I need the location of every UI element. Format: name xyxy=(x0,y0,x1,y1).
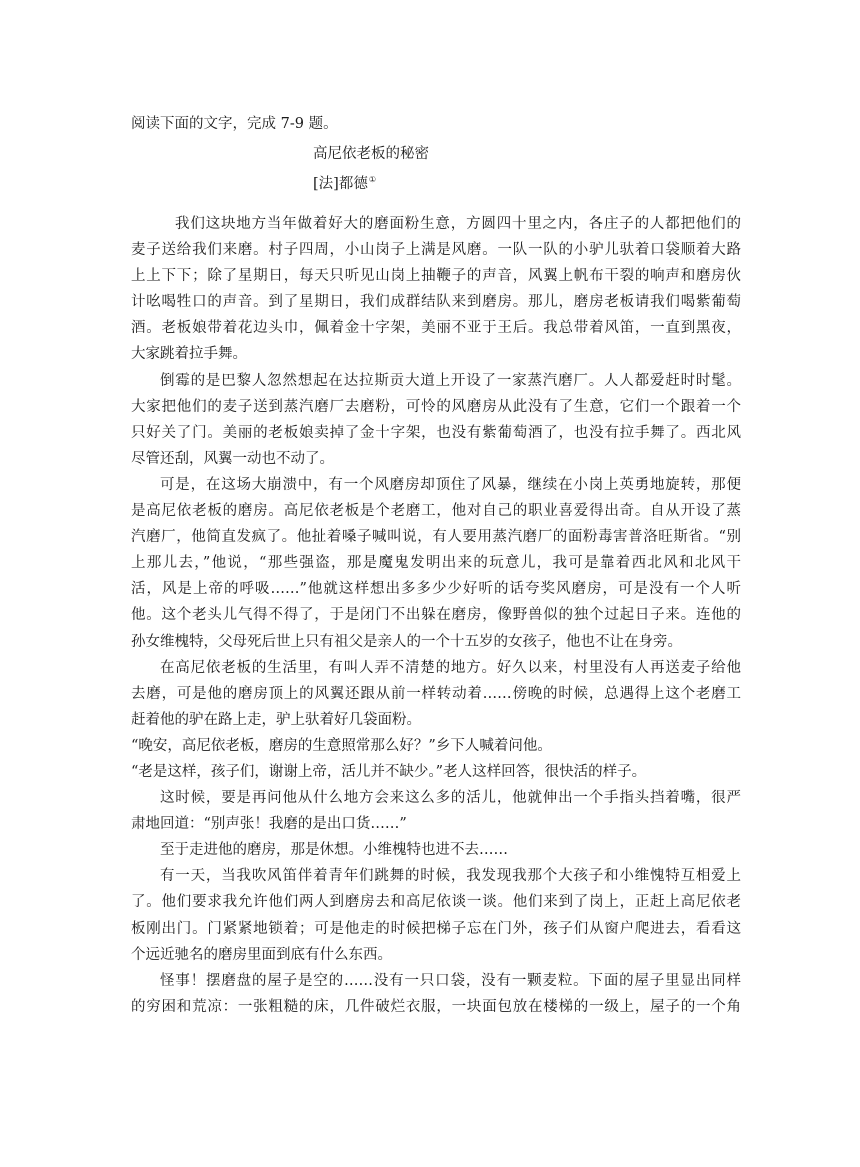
text-line: 上上下下；除了星期日，每天只听见山岗上抽鞭子的声音，风翼上帆布干裂的响声和磨房伙 xyxy=(131,268,741,285)
text-line: 他。这个老头儿气得不得了，于是闭门不出躲在磨房，像野兽似的独个过起日子来。连他的 xyxy=(131,607,741,624)
text-line: 大家跳着拉手舞。 xyxy=(131,346,247,363)
article-title: 高尼依老板的秘密 xyxy=(313,146,429,162)
text-line: “晚安，高尼依老板，磨房的生意照常那么好？”乡下人喊着问他。 xyxy=(131,737,552,754)
text-line: 怪事！摆磨盘的屋子是空的……没有一只口袋，没有一颗麦粒。下面的屋子里显出同样 xyxy=(160,972,741,989)
text-line: 上那儿去，”他说，“那些强盗，那是魔鬼发明出来的玩意儿，我可是靠着西北风和北风干 xyxy=(131,555,741,572)
text-line: 至于走进他的磨房，那是休想。小维槐特也进不去…… xyxy=(160,842,508,859)
article-author xyxy=(313,169,376,195)
text-line: 倒霉的是巴黎人忽然想起在达拉斯贡大道上开设了一家蒸汽磨厂。人人都爱赶时时髦。 xyxy=(160,372,741,389)
text-line: 个远近驰名的磨房里面到底有什么东西。 xyxy=(131,946,392,963)
text-line: 肃地回道：“别声张！我磨的是出口货……” xyxy=(131,816,407,833)
author-name: [法]都德 xyxy=(313,176,368,192)
question-instruction: 阅读下面的文字，完成 7-9 题。 xyxy=(131,116,338,132)
text-line: 在高尼依老板的生活里，有叫人弄不清楚的地方。好久以来，村里没有人再送麦子给他 xyxy=(160,659,741,676)
text-line: 的穷困和荒凉：一张粗糙的床，几件破烂衣服，一块面包放在楼梯的一级上，屋子的一个角 xyxy=(131,998,741,1015)
text-line: 孙女维槐特，父母死后世上只有祖父是亲人的一个十五岁的女孩子，他也不让在身旁。 xyxy=(131,633,682,650)
footnote-marker: ① xyxy=(368,175,376,184)
text-line: 去磨，可是他的磨房顶上的风翼还跟从前一样转动着……傍晚的时候，总遇得上这个老磨工 xyxy=(131,685,741,702)
article-body xyxy=(131,211,741,1020)
text-line: 这时候，要是再问他从什么地方会来这么多的活儿，他就伸出一个手指头挡着嘴，很严 xyxy=(160,790,741,807)
text-line: 板刚出门。门紧紧地锁着；可是他走的时候把梯子忘在门外，孩子们从窗户爬进去，看看这 xyxy=(131,920,741,937)
text-line: 赶着他的驴在路上走，驴上驮着好几袋面粉。 xyxy=(131,711,421,728)
text-line: 我们这块地方当年做着好大的磨面粉生意，方圆四十里之内，各庄子的人都把他们的 xyxy=(175,216,741,232)
text-line: 有一天，当我吹风笛伴着青年们跳舞的时候，我发现我那个大孩子和小维愧特互相爱上 xyxy=(160,868,741,885)
text-line: “老是这样，孩子们，谢谢上帝，活儿并不缺少。”老人这样回答，很快活的样子。 xyxy=(131,763,647,780)
text-line: 大家把他们的麦子送到蒸汽磨厂去磨粉，可怜的风磨房从此没有了生意，它们一个跟着一个 xyxy=(131,398,741,415)
text-line: 麦子送给我们来磨。村子四周，小山岗子上满是风磨。一队一队的小驴儿驮着口袋顺着大路 xyxy=(131,242,741,259)
text-line: 只好关了门。美丽的老板娘卖掉了金十字架，也没有紫葡萄酒了，也没有拉手舞了。西北风 xyxy=(131,424,741,441)
text-line: 汽磨厂，他简直发疯了。他扯着嗓子喊叫说，有人要用蒸汽磨厂的面粉毒害普洛旺斯省。“别 xyxy=(131,529,741,546)
text-line: 尽管还刮，风翼一动也不动了。 xyxy=(131,450,334,467)
text-line: 是高尼依老板的磨房。高尼依老板是个老磨工，他对自己的职业喜爱得出奇。自从开设了蒸 xyxy=(131,503,741,520)
text-line: 可是，在这场大崩溃中，有一个风磨房却顶住了风暴，继续在小岗上英勇地旋转，那便 xyxy=(160,476,741,493)
text-line: 酒。老板娘带着花边头巾，佩着金十字架，美丽不亚于王后。我总带着风笛，一直到黑夜， xyxy=(131,320,741,337)
text-line: 计吆喝牲口的声音。到了星期日，我们成群结队来到磨房。那儿，磨房老板请我们喝紫葡萄 xyxy=(131,294,741,311)
text-line: 了。他们要求我允许他们两人到磨房去和高尼依谈一谈。他们来到了岗上，正赶上高尼依老 xyxy=(131,894,741,911)
text-line: 活，风是上帝的呼吸……”他就这样想出多多少少好听的话夸奖风磨房，可是没有一个人听 xyxy=(131,581,741,598)
